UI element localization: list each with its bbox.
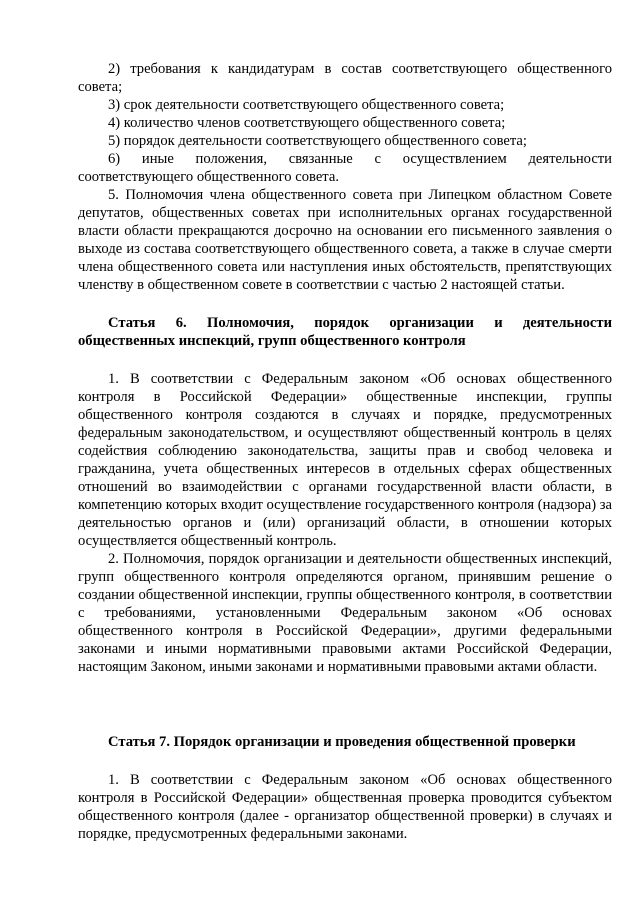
list-item-5: 5) порядок деятельности соответствующего общественного совета;	[108, 133, 527, 149]
list-item-2: 2) требования к кандидатурам в состав соответствующего общественного совета;	[78, 61, 612, 95]
list-item-3: 3) срок деятельности соответствующего общественного совета;	[108, 97, 505, 113]
article-7-paragraph-1: 1. В соответствии с Федеральным законом «Об основах общественного контроля в Российской Федерации» общественная проверка проводится субъектом общественного контроля (далее - организатор общественной проверки) в случаях и порядке, предусмотренных федеральными законами.	[78, 772, 612, 842]
article-6-paragraph-2: 2. Полномочия, порядок организации и деятельности общественных инспекций, групп общественного контроля определяются органом, принявшим решение о создании общественной инспекции, группы общественного контроля, в соответствии с требованиями, установленными Федеральным законом «Об основах общественного контроля в Российской Федерации», другими федеральными законами и иными нормативными правовыми актами Российской Федерации, настоящим Законом, иными законами и нормативными правовыми актами области.	[78, 551, 612, 675]
article-6-paragraph-1: 1. В соответствии с Федеральным законом «Об основах общественного контроля в Российской Федерации» общественные инспекции, группы общественного контроля создаются в случаях и порядке, предусмотренных федеральным законодательством, и осуществляют общественный контроль в целях содействия соблюдению законодательства, защиты прав и свобод человека и гражданина, учета общественных интересов в отдельных сферах общественных отношений во взаимодействии с органами государственной власти области, в компетенцию которых входит осуществление государственного контроля (надзора) за деятельностью органов и (или) организаций области, в отношении которых осуществляется общественный контроль.	[78, 371, 612, 549]
paragraph-5-termination: 5. Полномочия члена общественного совета при Липецком областном Совете депутатов, общественных советах при исполнительных органах государственной власти области прекращаются досрочно на основании его письменного заявления о выходе из состава соответствующего общественного совета, а также в случае смерти члена общественного совета или наступления иных обстоятельств, препятствующих членству в общественном совете в соответствии с частью 2 настоящей статьи.	[78, 187, 612, 293]
list-item-4: 4) количество членов соответствующего общественного совета;	[108, 115, 506, 131]
article-7-heading: Статья 7. Порядок организации и проведения общественной проверки	[108, 734, 576, 750]
article-6-heading: Статья 6. Полномочия, порядок организации и деятельности общественных инспекций, групп общественного контроля	[78, 315, 612, 349]
list-item-6: 6) иные положения, связанные с осуществлением деятельности соответствующего общественного совета.	[78, 151, 612, 185]
